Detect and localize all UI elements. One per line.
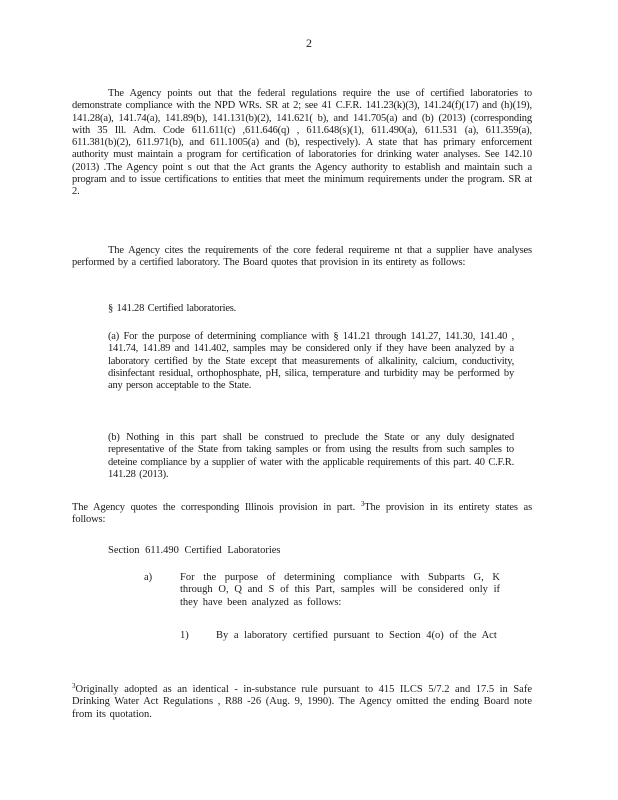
paragraph-federal-regulations: The Agency points out that the federal regulations require the use of certified laboratories to demonstrate compliance with the NPD WRs. SR at 2; see 41 C.F.R. 141.23(k)(3), 141.24(f)(17) and (h)(19), 141.28(a), 141.74(a), 141.89(b), 141.131(b)(2), 141.621( b), and 141.705(a) and (b) (2013) (corresponding with 35 Ill. Adm. Code 611.611(c) ,611.646(q) , 611.648(s)(1), 611.490(a), 611.531 (a), 611.359(a), 611.381(b)(2), 611.971(b), and 611.1005(a) and (b), respectively). A state that has primary enforcement authority must maintain a program for certification of laboratories for drinking water analyses. See 142.10 (2013) .The Agency point s out that the Act grants the Agency authority to establish and maintain such a program and to issue certifications to entities that meet the minimum requirements under the program. SR at 2. bbox=[72, 88, 532, 198]
subsection-a-label: a) bbox=[144, 572, 153, 583]
footnote-reference: 3 bbox=[360, 500, 365, 508]
paragraph-illinois-text-2: The provision in its entirety states as follows: bbox=[72, 502, 533, 526]
paragraph-core-requirement: The Agency cites the requirements of the core federal requireme nt that a supplier have analyses performed by a certified laboratory. The Board quotes that provision in its entirety as follows: bbox=[72, 245, 532, 269]
footnote-text: Originally adopted as an identical - in-substance rule pursuant to 415 ILCS 5/7.2 and 17.5 in Safe Drinking Water Act Regulations , R88 -26 (Aug. 9, 1990). The Agency omitted the ending Board note from its quotation. bbox=[72, 684, 532, 720]
quote-paragraph-a: (a) For the purpose of determining compliance with § 141.21 through 141.27, 141.30, 141.40 , 141.74, 141.89 and 141.402, samples may be considered only if they have been analyzed by a laboratory certified by the State except that measurements of alkalinity, calcium, conductivity, disinfectant residual, orthophosphate, pH, silica, temperature and turbidity may be performed by any person acceptable to the State. bbox=[108, 331, 514, 392]
paragraph-illinois-provision bbox=[72, 502, 532, 527]
footnote-marker: 3 bbox=[72, 682, 76, 690]
footnote bbox=[72, 684, 532, 721]
page-number: 2 bbox=[306, 36, 312, 50]
item-1-text: By a laboratory certified pursuant to Section 4(o) of the Act bbox=[216, 630, 497, 641]
section-heading: Section 611.490 Certified Laboratories bbox=[108, 545, 281, 556]
quote-paragraph-b: (b) Nothing in this part shall be construed to preclude the State or any duly designated representative of the State from taking samples or from using the results from such samples to deteine compliance by a supplier of water with the applicable requirements of this part. 40 C.F.R. 141.28 (2013). bbox=[108, 432, 514, 480]
item-1-label: 1) bbox=[180, 630, 189, 641]
quote-heading: § 141.28 Certified laboratories. bbox=[108, 303, 237, 314]
subsection-a-text: For the purpose of determining compliance with Subparts G, K through O, Q and S of this Part, samples will be considered only if they have been analyzed as follows: bbox=[180, 572, 500, 608]
paragraph-illinois-text-1: The Agency quotes the corresponding Illinois provision in part. bbox=[72, 502, 356, 513]
